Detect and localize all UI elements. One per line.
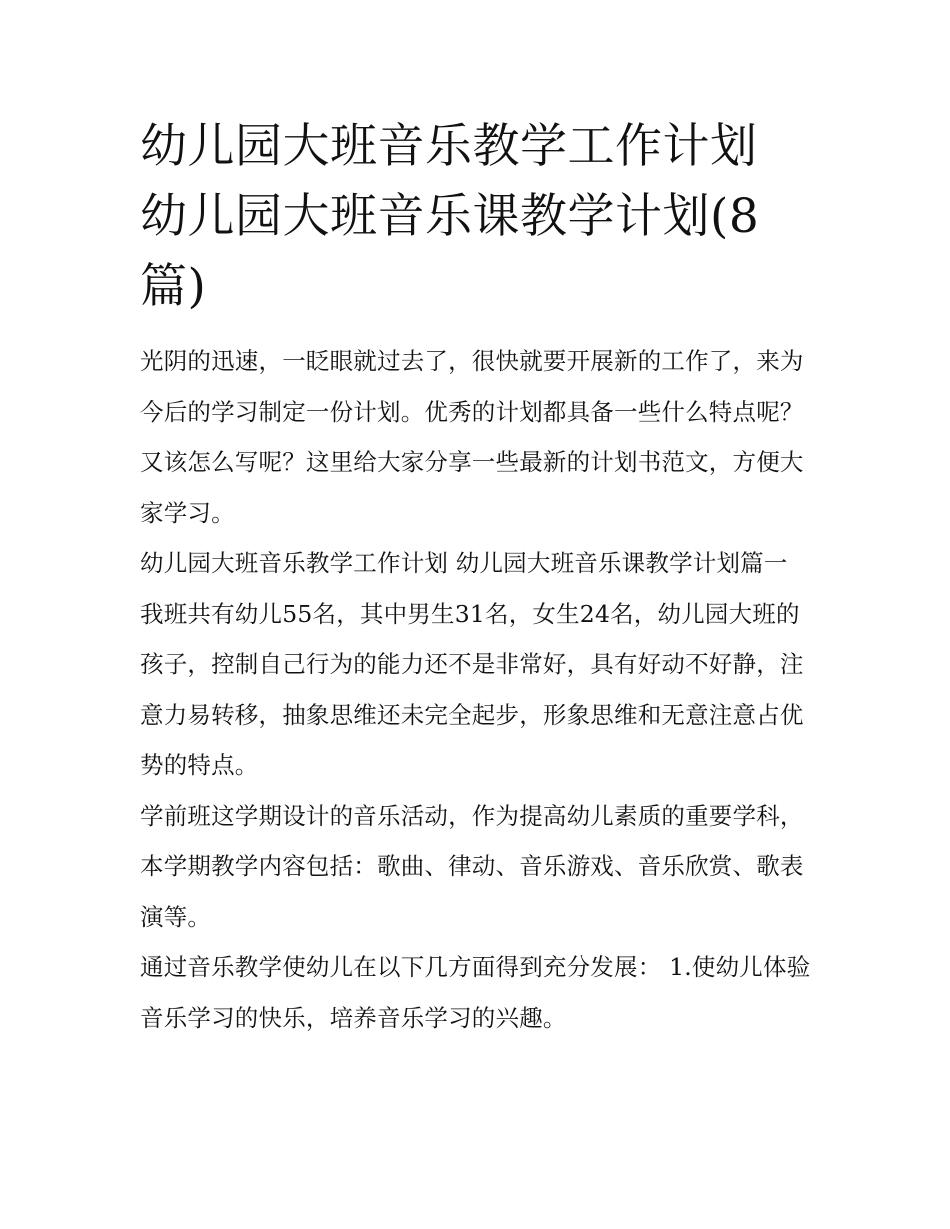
document-page	[140, 112, 820, 1043]
intro-paragraph: 光阴的迅速，一眨眼就过去了，很快就要开展新的工作了，来为今后的学习制定一份计划。优秀的计划都具备一些什么特点呢？又该怎么写呢？这里给大家分享一些最新的计划书范文，方便大家学习。	[140, 347, 804, 527]
document-title: 幼儿园大班音乐教学工作计划 幼儿园大班音乐课教学计划(8篇)	[140, 119, 760, 314]
class-info-paragraph: 我班共有幼儿55名，其中男生31名，女生24名，幼儿园大班的孩子，控制自己行为的能力还不是非常好，具有好动不好静，注意力易转移，抽象思维还未完全起步，形象思维和无意注意占优势的特点。	[140, 599, 804, 779]
section-heading-paragraph: 幼儿园大班音乐教学工作计划 幼儿园大班音乐课教学计划篇一	[140, 549, 788, 577]
goals-paragraph: 通过音乐教学使幼儿在以下几方面得到充分发展： 1.使幼儿体验音乐学习的快乐，培养音乐学习的兴趣。	[140, 953, 811, 1032]
activities-paragraph: 学前班这学期设计的音乐活动，作为提高幼儿素质的重要学科，本学期教学内容包括：歌曲、律动、音乐游戏、音乐欣赏、歌表演等。	[140, 801, 804, 931]
